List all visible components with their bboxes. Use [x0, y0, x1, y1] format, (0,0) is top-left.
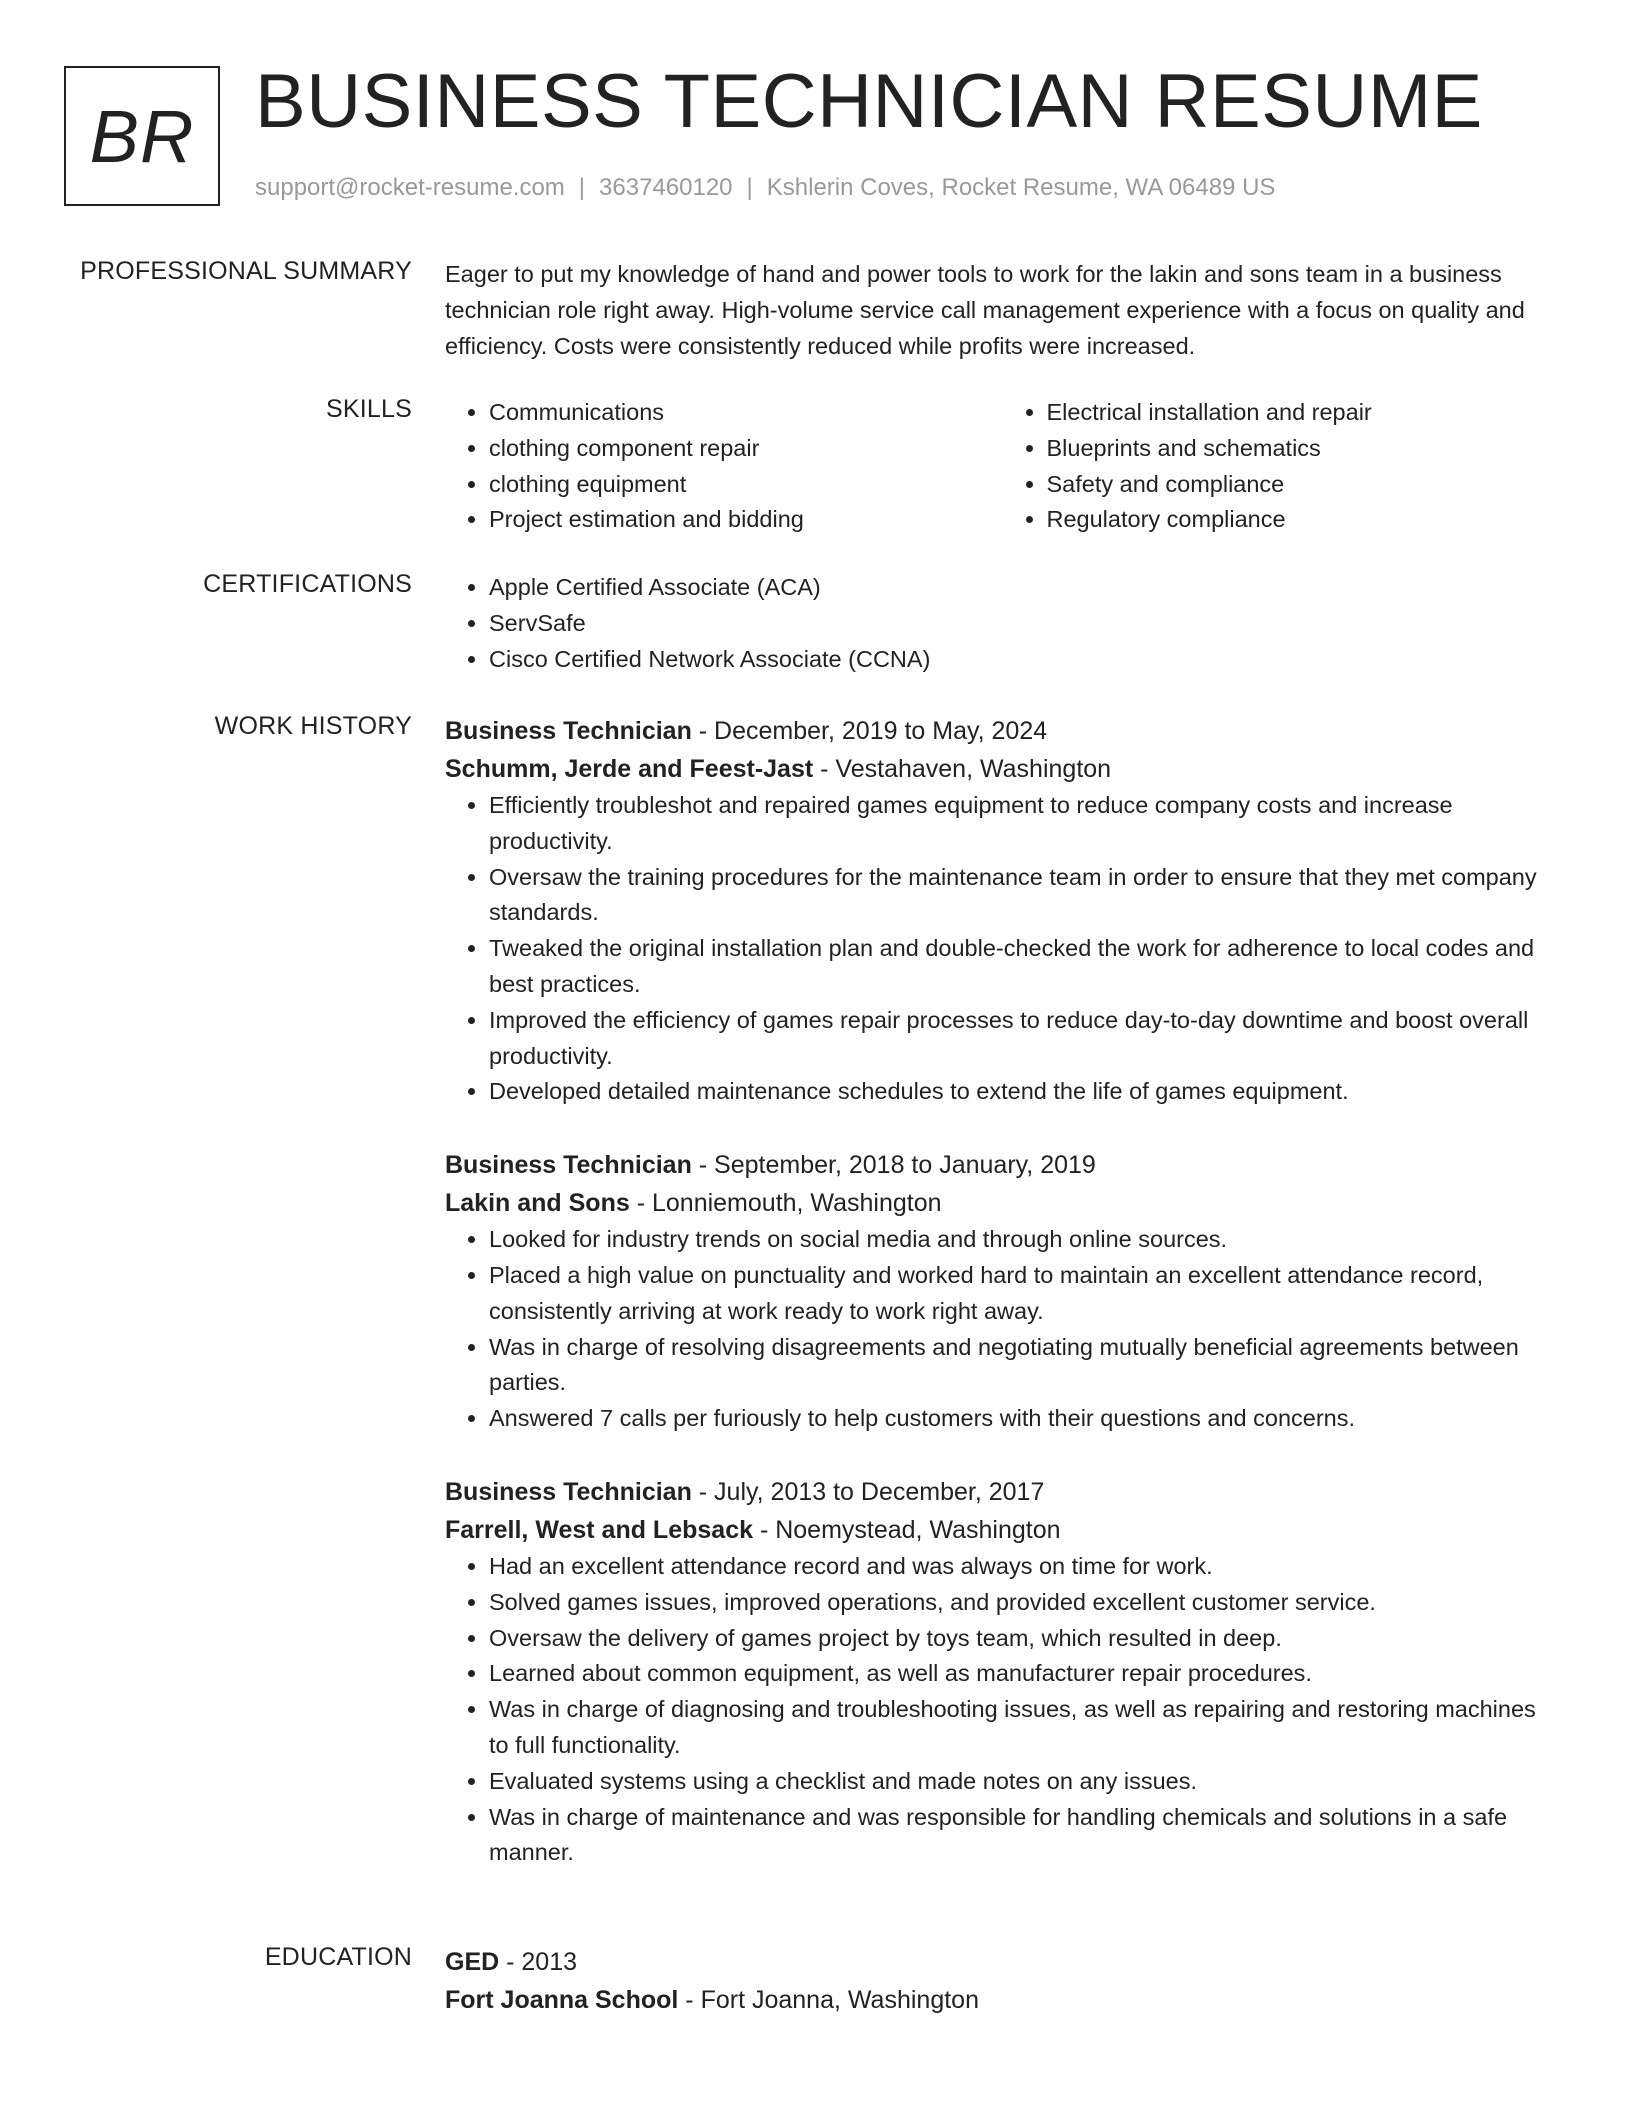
- job-entry: [445, 712, 1560, 1110]
- job-bullet: • Was in charge of resolving disagreements and negotiating mutually beneficial agreements between parties.: [489, 1330, 1560, 1402]
- education-school: Fort Joanna School: [445, 1986, 679, 2014]
- education-location: - Fort Joanna, Washington: [678, 1986, 979, 2014]
- education-year: - 2013: [499, 1948, 578, 1976]
- job-company-line: [445, 1184, 1560, 1222]
- job-bullets: [445, 1549, 1560, 1871]
- job-bullet: • Efficiently troubleshot and repaired games equipment to reduce company costs and increase productivity.: [489, 788, 1560, 860]
- job-bullet: • Solved games issues, improved operations, and provided excellent customer service.: [489, 1585, 1560, 1621]
- skill-item: • Regulatory compliance: [1047, 502, 1561, 538]
- job-bullet: • Learned about common equipment, as well as manufacturer repair procedures.: [489, 1656, 1560, 1692]
- job-bullets: [445, 1222, 1560, 1437]
- job-company: Lakin and Sons: [445, 1189, 630, 1218]
- resume-title: BUSINESS TECHNICIAN RESUME: [255, 59, 1483, 144]
- education-degree-line: [445, 1943, 1560, 1981]
- job-title: Business Technician: [445, 717, 692, 745]
- job-entry: [445, 1146, 1560, 1437]
- job-bullet: • Was in charge of diagnosing and troubleshooting issues, as well as repairing and restoring machines to full functionality.: [489, 1692, 1560, 1764]
- contact-separator: |: [578, 174, 586, 201]
- contact-email[interactable]: support@rocket-resume.com: [255, 174, 565, 201]
- job-dates: - July, 2013 to December, 2017: [691, 1477, 1045, 1506]
- certification-item: • ServSafe: [489, 606, 1560, 642]
- job-bullet: • Oversaw the training procedures for the maintenance team in order to ensure that they met company standards.: [489, 860, 1560, 932]
- skill-item: • Safety and compliance: [1047, 467, 1561, 503]
- education-label: EDUCATION: [264, 1943, 412, 1971]
- job-dates: - December, 2019 to May, 2024: [691, 717, 1048, 745]
- job-location: - Noemystead, Washington: [753, 1515, 1061, 1544]
- skill-item: • clothing component repair: [489, 431, 1003, 467]
- education-entry: [445, 1943, 1560, 2019]
- education-degree: GED: [445, 1948, 500, 1976]
- job-location: - Lonniemouth, Washington: [629, 1189, 942, 1218]
- job-bullet: • Looked for industry trends on social media and through online sources.: [489, 1222, 1560, 1258]
- job-company: Farrell, West and Lebsack: [445, 1515, 753, 1544]
- job-title-line: [445, 712, 1560, 750]
- certification-item: • Apple Certified Associate (ACA): [489, 570, 1560, 606]
- work-history-list: [445, 712, 1560, 1871]
- job-bullets: [445, 788, 1560, 1110]
- job-title: Business Technician: [445, 1151, 692, 1180]
- work-history-label: WORK HISTORY: [214, 712, 412, 740]
- skills-list: [445, 395, 1560, 538]
- job-bullet: • Tweaked the original installation plan and double-checked the work for adherence to local codes and best practices.: [489, 931, 1560, 1003]
- job-company: Schumm, Jerde and Feest-Jast: [445, 755, 814, 783]
- skills-label: SKILLS: [326, 395, 412, 423]
- job-bullet: • Evaluated systems using a checklist and made notes on any issues.: [489, 1764, 1560, 1800]
- skill-item: • Electrical installation and repair: [1047, 395, 1561, 431]
- job-dates: - September, 2018 to January, 2019: [691, 1151, 1096, 1180]
- certifications-label: CERTIFICATIONS: [203, 570, 412, 598]
- contact-phone[interactable]: 3637460120: [599, 174, 733, 201]
- skills-column-left: [445, 395, 1003, 538]
- job-bullet: • Oversaw the delivery of games project by toys team, which resulted in deep.: [489, 1621, 1560, 1657]
- education-school-line: [445, 1981, 1560, 2019]
- job-bullet: • Developed detailed maintenance schedules to extend the life of games equipment.: [489, 1074, 1560, 1110]
- skill-item: • Blueprints and schematics: [1047, 431, 1561, 467]
- job-bullet: • Placed a high value on punctuality and worked hard to maintain an excellent attendance record, consistently arriving at work ready to work right away.: [489, 1258, 1560, 1330]
- contact-address: Kshlerin Coves, Rocket Resume, WA 06489 US: [766, 174, 1276, 201]
- certification-item: • Cisco Certified Network Associate (CCNA): [489, 642, 1560, 678]
- job-location: - Vestahaven, Washington: [813, 755, 1112, 783]
- job-entry: [445, 1473, 1560, 1871]
- skill-item: • Project estimation and bidding: [489, 502, 1003, 538]
- summary-text: Eager to put my knowledge of hand and power tools to work for the lakin and sons team in a business technician role right away. High-volume service call management experience with a focus on quality and efficiency. Costs were consistently reduced while profits were increased.: [445, 261, 1525, 359]
- contact-separator: |: [746, 174, 753, 201]
- job-bullet: • Improved the efficiency of games repair processes to reduce day-to-day downtime and boost overall productivity.: [489, 1003, 1560, 1075]
- monogram-logo: BR: [64, 66, 220, 206]
- summary-label: PROFESSIONAL SUMMARY: [80, 257, 412, 285]
- skill-item: • clothing equipment: [489, 467, 1003, 503]
- job-bullet: • Answered 7 calls per furiously to help customers with their questions and concerns.: [489, 1401, 1560, 1437]
- job-bullet: • Was in charge of maintenance and was responsible for handling chemicals and solutions in a safe manner.: [489, 1800, 1560, 1872]
- job-company-line: [445, 1511, 1560, 1549]
- job-bullet: • Had an excellent attendance record and was always on time for work.: [489, 1549, 1560, 1585]
- skill-item: • Communications: [489, 395, 1003, 431]
- contact-line: [255, 174, 1275, 202]
- certifications-list: [445, 570, 1560, 677]
- job-title-line: [445, 1473, 1560, 1511]
- job-company-line: [445, 750, 1560, 788]
- job-title: Business Technician: [445, 1477, 692, 1506]
- skills-column-right: [1003, 395, 1561, 538]
- job-title-line: [445, 1146, 1560, 1184]
